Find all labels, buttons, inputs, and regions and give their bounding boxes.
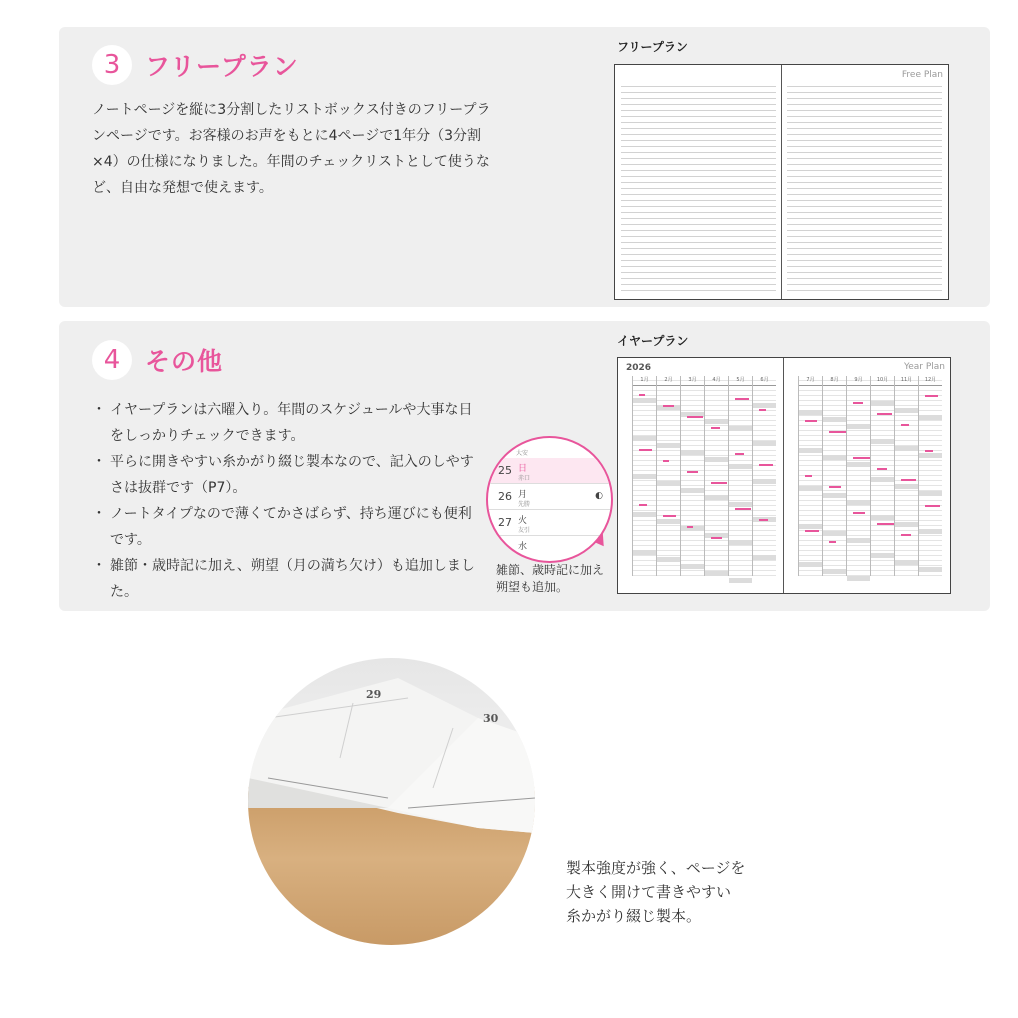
holiday-mark <box>735 453 744 455</box>
feature-item: ・ ノートタイプなので薄くてかさばらず、持ち運びにも便利です。 <box>92 501 477 553</box>
holiday-mark <box>687 526 693 528</box>
month-header: 2月 <box>657 376 680 386</box>
holiday-mark <box>829 431 846 433</box>
zoom-rokuyo: 赤口 <box>518 475 531 482</box>
holiday-mark <box>829 486 841 488</box>
zoom-weekday: 火 <box>518 516 528 526</box>
description-line: ノートページを縦に3分割したリストボックス付きのフリープラ <box>92 102 491 118</box>
weekend-shade <box>919 453 942 458</box>
holiday-mark <box>663 460 669 462</box>
preview-title: フリープラン <box>617 40 688 54</box>
holiday-mark <box>901 479 916 481</box>
weekend-shade <box>799 562 822 567</box>
zoom-caption-line: 朔望も追加。 <box>496 580 569 594</box>
month-header: 7月 <box>799 376 822 386</box>
weekend-shade <box>681 450 704 455</box>
feature-item: ・ 雑節・歳時記に加え、朔望（月の満ち欠け）も追加しました。 <box>92 553 477 605</box>
preview-corner-label: Year Plan <box>903 362 945 372</box>
zoom-weekday: 月 <box>518 490 528 500</box>
month-header: 9月 <box>847 376 870 386</box>
month-header: 5月 <box>729 376 752 386</box>
weekend-shade <box>729 502 752 507</box>
holiday-mark <box>925 505 940 507</box>
weekend-shade <box>871 515 894 520</box>
year-grid <box>618 374 950 586</box>
weekend-shade <box>633 512 656 517</box>
holiday-mark <box>805 475 812 477</box>
month-header: 1月 <box>633 376 656 386</box>
zoom-rokuyo: 先勝 <box>518 501 531 508</box>
weekend-shade <box>657 481 680 486</box>
month-column <box>656 376 680 576</box>
photo-caption-line: 糸かがり綴じ製本。 <box>566 907 702 925</box>
zoom-caption <box>496 562 604 596</box>
section-number-badge: 3 <box>92 45 132 85</box>
holiday-mark <box>805 420 817 422</box>
ruled-lines-left <box>621 81 776 293</box>
ruled-lines-right <box>787 81 942 293</box>
zoom-row <box>488 536 611 562</box>
weekend-shade <box>657 519 680 524</box>
preview-title: イヤープラン <box>617 334 689 348</box>
open-notebook-illustration <box>248 658 535 945</box>
feature-item: ・ 平らに開きやすい糸かがり綴じ製本なので、記入のしやすさは抜群です（P7）。 <box>92 449 477 501</box>
zoom-row <box>488 484 611 510</box>
weekend-shade <box>823 493 846 498</box>
weekend-shade <box>705 495 728 500</box>
holiday-mark <box>735 508 751 510</box>
weekend-shade <box>705 571 728 576</box>
weekend-shade <box>657 443 680 448</box>
weekend-shade <box>681 488 704 493</box>
month-header: 12月 <box>919 376 942 386</box>
holiday-mark <box>711 537 722 539</box>
holiday-mark <box>925 395 938 397</box>
weekend-shade <box>871 439 894 444</box>
holiday-mark <box>877 468 887 470</box>
weekend-shade <box>847 538 870 543</box>
holiday-mark <box>687 471 698 473</box>
zoom-row <box>488 510 611 536</box>
holiday-mark <box>877 413 892 415</box>
holiday-mark <box>853 457 870 459</box>
zoom-rokuyo: 友引 <box>518 527 531 534</box>
zoom-caption-line: 雑節、歳時記に加え <box>496 563 605 577</box>
weekend-shade <box>847 576 870 581</box>
holiday-mark <box>663 405 674 407</box>
weekend-shade <box>753 441 776 446</box>
weekend-shade <box>823 531 846 536</box>
month-header: 11月 <box>895 376 918 386</box>
weekend-shade <box>823 569 846 574</box>
weekend-shade <box>895 408 918 413</box>
weekend-shade <box>919 415 942 420</box>
feature-item: ・ イヤープランは六曜入り。年間のスケジュールや大事な日をしっかりチェックできます。 <box>92 397 477 449</box>
month-column <box>918 376 942 576</box>
month-column <box>846 376 870 576</box>
weekend-shade <box>871 477 894 482</box>
photo-caption-line: 大きく開けて書きやすい <box>566 883 732 901</box>
photo-day-label: 30 <box>483 712 499 725</box>
photo-caption <box>566 856 745 928</box>
weekend-shade <box>705 419 728 424</box>
weekend-shade <box>895 446 918 451</box>
weekend-shade <box>895 484 918 489</box>
holiday-mark <box>639 504 647 506</box>
weekend-shade <box>633 436 656 441</box>
weekend-shade <box>871 553 894 558</box>
holiday-mark <box>759 409 766 411</box>
month-column <box>752 376 776 576</box>
zoom-date: 26 <box>498 490 512 503</box>
weekend-shade <box>681 564 704 569</box>
preview-corner-label: Free Plan <box>901 70 943 80</box>
zoom-date: 27 <box>498 516 512 529</box>
holiday-mark <box>877 523 894 525</box>
weekend-shade <box>633 550 656 555</box>
free-plan-preview <box>614 64 949 300</box>
holiday-mark <box>711 427 720 429</box>
holiday-mark <box>663 515 676 517</box>
holiday-mark <box>735 398 749 400</box>
section-description <box>92 97 562 201</box>
preview-year-label: 2026 <box>626 363 652 373</box>
holiday-mark <box>759 464 773 466</box>
zoom-date: 25 <box>498 464 512 477</box>
weekend-shade <box>729 426 752 431</box>
weekend-shade <box>847 500 870 505</box>
holiday-mark <box>853 512 865 514</box>
weekend-shade <box>823 455 846 460</box>
weekend-shade <box>799 448 822 453</box>
description-line: ×4）の仕様になりました。年間のチェックリストとして使うな <box>92 154 490 170</box>
description-line: ど、自由な発想で使えます。 <box>92 180 273 196</box>
year-plan-preview <box>617 357 951 594</box>
zoom-top-label: 大安 <box>516 450 529 457</box>
month-column <box>798 376 822 576</box>
section-heading: フリープラン <box>145 52 299 81</box>
weekend-shade <box>799 410 822 415</box>
holiday-mark <box>805 530 819 532</box>
month-header: 6月 <box>753 376 776 386</box>
holiday-mark <box>687 416 703 418</box>
holiday-mark <box>901 424 909 426</box>
photo-caption-line: 製本強度が強く、ページを <box>566 859 746 877</box>
binding-photo <box>248 658 535 945</box>
weekend-shade <box>799 486 822 491</box>
month-column <box>822 376 846 576</box>
zoom-weekday: 日 <box>518 464 528 474</box>
month-header: 3月 <box>681 376 704 386</box>
weekend-shade <box>705 457 728 462</box>
weekend-shade <box>729 464 752 469</box>
section-heading: その他 <box>145 347 224 376</box>
weekend-shade <box>919 567 942 572</box>
weekend-shade <box>847 424 870 429</box>
weekend-shade <box>871 401 894 406</box>
month-column <box>680 376 704 576</box>
weekend-shade <box>753 479 776 484</box>
section-free-plan <box>59 27 990 307</box>
weekend-shade <box>729 578 752 583</box>
weekend-shade <box>895 522 918 527</box>
holiday-mark <box>853 402 863 404</box>
month-header: 4月 <box>705 376 728 386</box>
holiday-mark <box>829 541 836 543</box>
month-column <box>728 376 752 576</box>
holiday-mark <box>639 449 652 451</box>
weekend-shade <box>847 462 870 467</box>
zoom-row <box>488 458 611 484</box>
holiday-mark <box>639 394 645 396</box>
month-column <box>894 376 918 576</box>
photo-day-label: 29 <box>366 688 382 701</box>
weekend-shade <box>753 555 776 560</box>
weekend-shade <box>919 491 942 496</box>
month-column <box>632 376 656 576</box>
weekend-shade <box>657 557 680 562</box>
zoom-weekday: 水 <box>518 542 528 552</box>
weekend-shade <box>633 398 656 403</box>
holiday-mark <box>711 482 727 484</box>
weekend-shade <box>729 540 752 545</box>
weekend-shade <box>919 529 942 534</box>
weekend-shade <box>799 524 822 529</box>
page-fold <box>781 65 782 299</box>
month-column <box>704 376 728 576</box>
holiday-mark <box>901 534 911 536</box>
weekend-shade <box>753 403 776 408</box>
weekend-shade <box>895 560 918 565</box>
month-header: 8月 <box>823 376 846 386</box>
zoom-magnifier <box>486 436 613 563</box>
section-number-badge: 4 <box>92 340 132 380</box>
moon-phase-icon: ◐ <box>595 491 603 501</box>
description-line: ンページです。お客様のお声をもとに4ページで1年分（3分割 <box>92 128 482 144</box>
feature-list <box>92 397 477 605</box>
holiday-mark <box>759 519 768 521</box>
weekend-shade <box>633 474 656 479</box>
holiday-mark <box>925 450 933 452</box>
month-header: 10月 <box>871 376 894 386</box>
weekend-shade <box>823 417 846 422</box>
month-column <box>870 376 894 576</box>
